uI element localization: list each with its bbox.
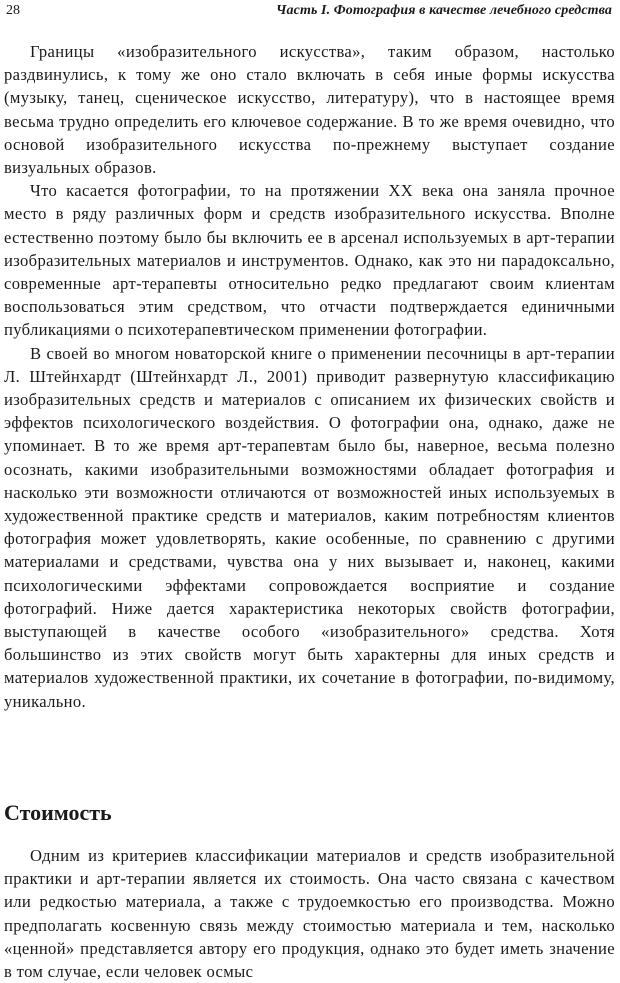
section-heading: Стоимость [4,800,112,825]
paragraph-1: Границы «изобразительного искусства», таким образом, настолько раздвинулись, к тому же оно стало включать в себя иные формы искусства (музыку, танец, сценическое искусство, литературу), что в настоящее время весьма трудно определить его ключевое содержание. В то же время очевидно, что основой изобразительного искусства по-прежнему выступает создание визуальных образов. [4,42,615,178]
running-head: Часть I. Фотография в качестве лечебного средства [275,3,612,18]
section-text [4,844,615,983]
paragraph-2: Что касается фотографии, то на протяжении XX века она заняла прочное место в ряду различных форм и средств изобразительного искусства. Вполне естественно поэтому было бы включить ее в арсенал используемых в арт-терапии изобразительных материалов и инструментов. Однако, как это ни парадоксально, современные арт-терапевты относительно редко предлагают своим клиентам воспользоваться этим средством, что отчасти подтверждается единичными публикациями о психотерапевтическом применении фотографии. [4,181,615,340]
main-text [4,40,615,713]
page-header [6,0,612,22]
section-paragraph: Одним из критериев классификации материалов и средств изобразительной практики и арт-терапии является их стоимость. Она часто связана с качеством или редкостью материала, а также с трудоемкостью его производства. Можно предполагать косвенную связь между стоимостью материала и тем, насколько «ценной» представляется автору его продукция, однако это будет иметь значение в том случае, если человек осмыс [4,846,615,982]
page-number: 28 [6,3,20,18]
paragraph-3: В своей во многом новаторской книге о применении песочницы в арт-терапии Л. Штейнхардт (Штейнхардт Л., 2001) приводит развернутую классификацию изобразительных средств и материалов с описанием их физических свойств и эффектов психологического воздействия. О фотографии она, однако, даже не упоминает. В то же время арт-терапевтам было бы, наверное, весьма полезно осознать, какими изобразительными возможностями обладает фотография и насколько эти возможности отличаются от возможностей иных используемых в художественной практике средств и материалов, каким потребностям клиентов фотография может удовлетворять, какие особенные, по сравнению с другими материалами и средствами, чувства она у них вызывает и, наконец, какими психологическими эффектами сопровождается восприятие и создание фотографий. Ниже дается характеристика некоторых свойств фотографии, выступающей в качестве особого «изобразительного» средства. Хотя большинство из этих свойств могут быть характерны для иных средств и материалов художественной практики, их сочетание в фотографии, по-видимому, уникально. [4,343,615,711]
